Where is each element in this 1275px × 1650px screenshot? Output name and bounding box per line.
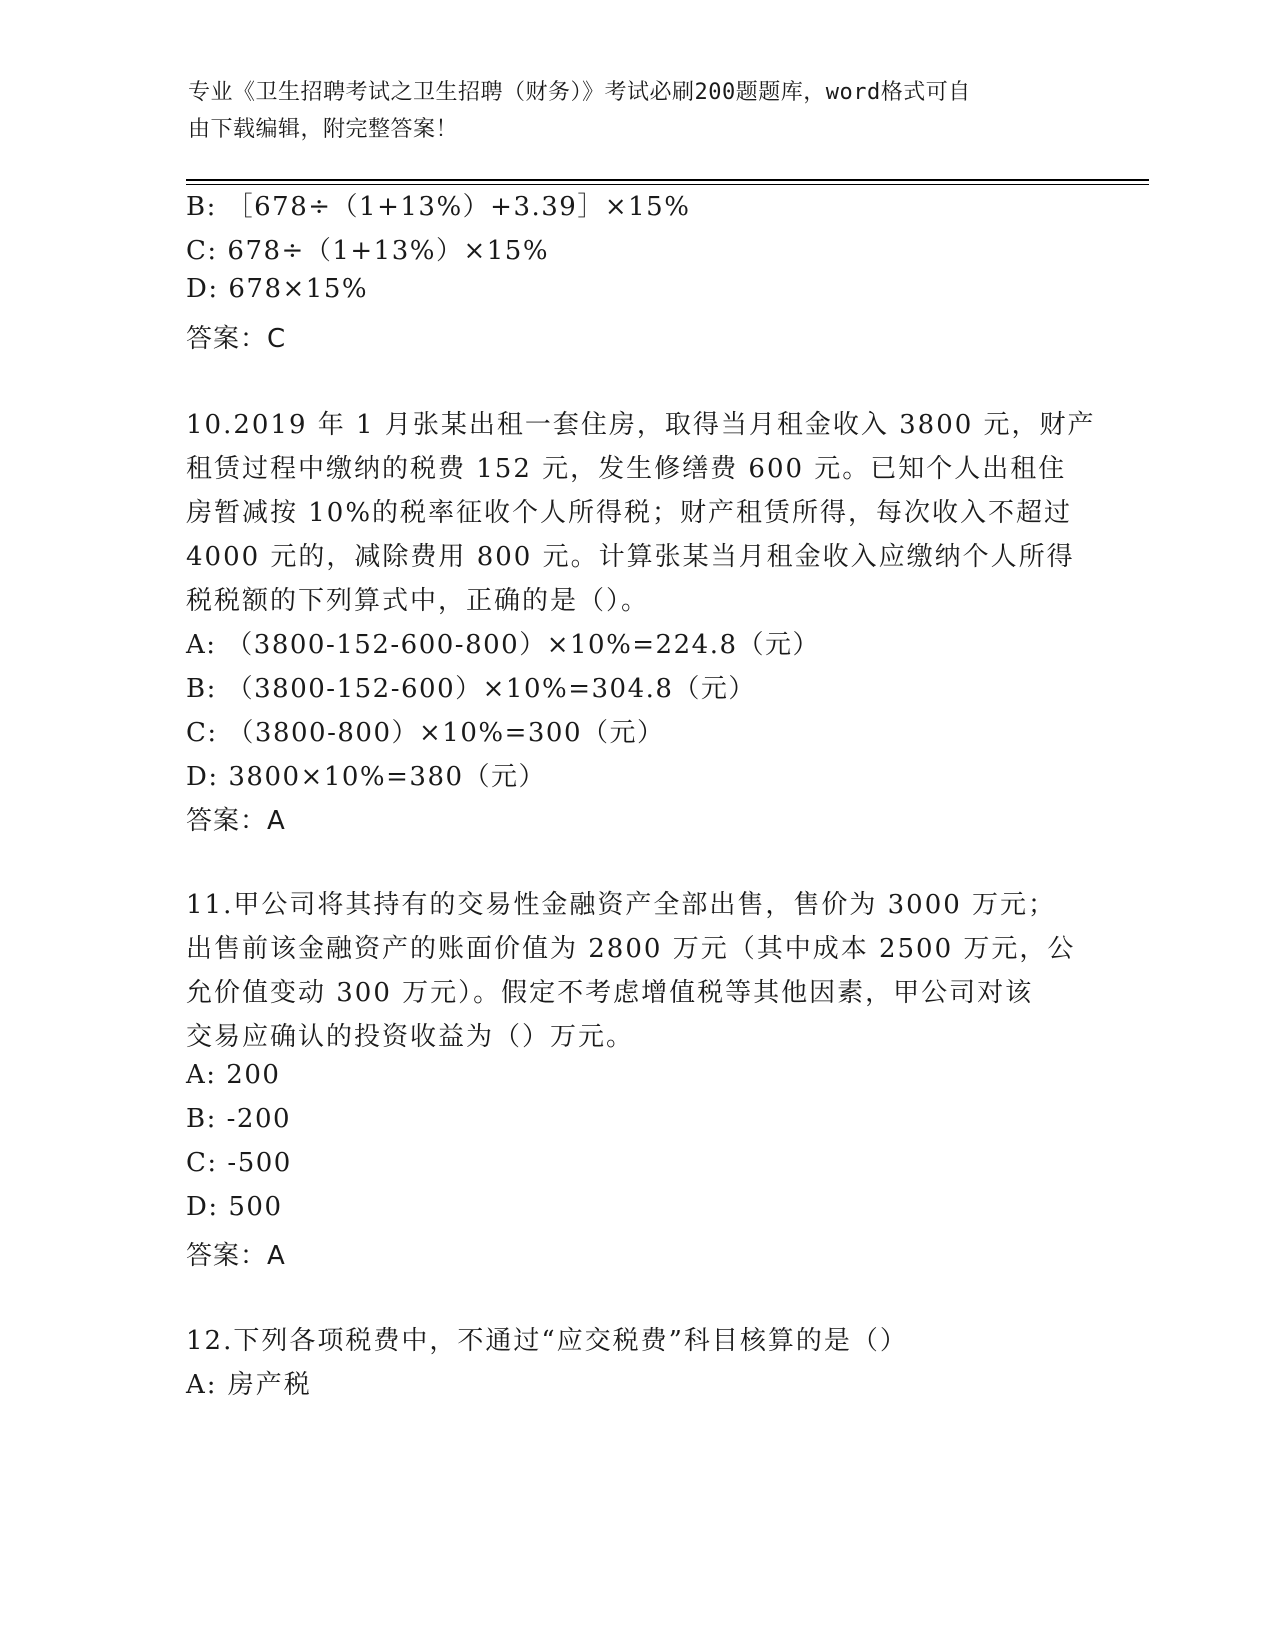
- header-line-1: 专业《卫生招聘考试之卫生招聘（财务）》考试必刷200题题库，word格式可自: [188, 80, 971, 105]
- q10-option-a: A: （3800-152-600-800）×10%=224.8（元）: [186, 630, 820, 660]
- q11-option-b: B: -200: [186, 1104, 292, 1134]
- q11-option-c: C: -500: [186, 1148, 292, 1178]
- q11-stem-line-4: 交易应确认的投资收益为（）万元。: [186, 1022, 635, 1052]
- q10-option-d: D: 3800×10%=380（元）: [186, 762, 547, 792]
- q11-option-d: D: 500: [186, 1192, 283, 1222]
- q10-stem-line-4: 4000 元的，减除费用 800 元。计算张某当月租金收入应缴纳个人所得: [186, 542, 1075, 572]
- q9-option-c: C: 678÷（1+13%）×15%: [186, 236, 550, 266]
- q10-stem-line-5: 税税额的下列算式中，正确的是（）。: [186, 586, 650, 616]
- q10-stem-line-1: 10.2019 年 1 月张某出租一套住房，取得当月租金收入 3800 元，财产: [186, 410, 1096, 440]
- q9-option-b: B: ［678÷（1+13%）+3.39］×15%: [186, 192, 691, 222]
- q9-option-d: D: 678×15%: [186, 274, 369, 304]
- q11-stem-line-2: 出售前该金融资产的账面价值为 2800 万元（其中成本 2500 万元，公: [186, 934, 1076, 964]
- q10-stem-line-3: 房暂减按 10%的税率征收个人所得税；财产租赁所得，每次收入不超过: [186, 498, 1073, 528]
- q11-option-a: A: 200: [186, 1060, 281, 1090]
- q10-option-c: C: （3800-800）×10%=300（元）: [186, 718, 665, 748]
- q11-answer: 答案：A: [186, 1241, 286, 1271]
- header-divider: [186, 179, 1149, 185]
- q10-option-b: B: （3800-152-600）×10%=304.8（元）: [186, 674, 756, 704]
- q12-option-a: A: 房产税: [186, 1370, 312, 1400]
- q11-stem-line-1: 11.甲公司将其持有的交易性金融资产全部出售，售价为 3000 万元；: [186, 890, 1057, 920]
- header-line-2: 由下载编辑，附完整答案！: [188, 117, 459, 142]
- q12-stem: 12.下列各项税费中，不通过“应交税费”科目核算的是（）: [186, 1326, 908, 1356]
- q11-stem-line-3: 允价值变动 300 万元）。假定不考虑增值税等其他因素，甲公司对该: [186, 978, 1034, 1008]
- q10-answer: 答案：A: [186, 806, 286, 836]
- q10-stem-line-2: 租赁过程中缴纳的税费 152 元，发生修缮费 600 元。已知个人出租住: [186, 454, 1067, 484]
- document-header: [188, 74, 1068, 148]
- q9-answer: 答案：C: [186, 324, 287, 354]
